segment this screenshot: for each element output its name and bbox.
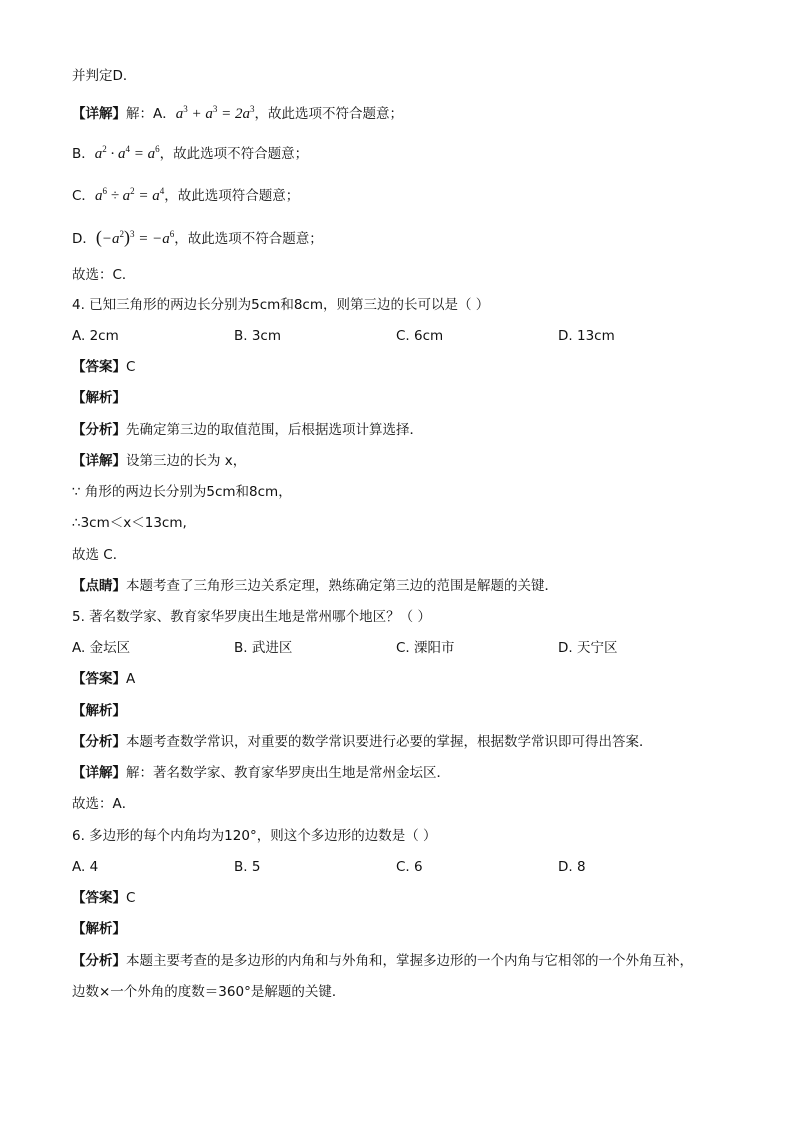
analysis-line: 【分析】本题主要考查的是多边形的内角和与外角和，掌握多边形的一个内角与它相邻的一个外角互补，: [72, 953, 693, 969]
text-line: ∴3cm＜x＜13cm,: [72, 515, 187, 531]
section-tag: 【解析】: [72, 390, 126, 406]
option-a: A. 4: [72, 859, 99, 875]
text-line: ∵ 角形的两边长分别为5cm和8cm，: [72, 484, 292, 500]
options-q6: [72, 857, 722, 877]
formula: $a^2 \cdot a^4 = a^6$: [94, 144, 160, 162]
section-tag: 【详解】: [72, 453, 126, 469]
option-c: C. 溧阳市: [396, 640, 455, 656]
section-tag: 【分析】: [72, 953, 126, 969]
analysis-heading: [72, 388, 126, 408]
option-d: D. 13cm: [558, 328, 615, 344]
answer-line: 【答案】C: [72, 890, 136, 906]
text-line: 边数×一个外角的度数＝360°是解题的关键．: [72, 984, 346, 1000]
option-b: B. 武进区: [234, 640, 293, 656]
section-tag: 【解析】: [72, 703, 126, 719]
text-line: 故选：C．: [72, 267, 136, 283]
section-tag: 【详解】: [72, 106, 126, 122]
section-tag: 【答案】: [72, 359, 126, 375]
detail-line-c: C．$a^6 \div a^2 = a^4$，故此选项符合题意；: [72, 186, 300, 204]
text-line: 并判定D．: [72, 68, 137, 84]
formula: $a^6 \div a^2 = a^4$: [94, 186, 165, 204]
section-tag: 【点睛】: [72, 578, 126, 594]
detail-line: 【详解】解：著名数学家、教育家华罗庚出生地是常州金坛区．: [72, 765, 450, 781]
formula: $(-a^2)^3 = -a^6$: [95, 227, 175, 247]
detail-line-d: D．$(-a^2)^3 = -a^6$，故此选项不符合题意；: [72, 227, 323, 247]
option-d: D. 8: [558, 859, 586, 875]
answer-line: 【答案】C: [72, 359, 136, 375]
option-c: C. 6cm: [396, 328, 444, 344]
section-tag: 【分析】: [72, 422, 126, 438]
formula: $a^3 + a^3 = 2a^3$: [175, 104, 255, 122]
options-q5: [72, 638, 722, 658]
option-b: B. 3cm: [234, 328, 282, 344]
detail-line: 【详解】设第三边的长为 x，: [72, 453, 247, 469]
detail-line-a: 【详解】解：A．$a^3 + a^3 = 2a^3$，故此选项不符合题意；: [72, 104, 403, 122]
analysis-line: 【分析】先确定第三边的取值范围，后根据选项计算选择．: [72, 422, 423, 438]
question-6: 6. 多边形的每个内角均为120°，则这个多边形的边数是（ ）: [72, 828, 437, 844]
text-line: 故选：A．: [72, 796, 136, 812]
comment-line: 【点睛】本题考查了三角形三边关系定理，熟练确定第三边的范围是解题的关键．: [72, 578, 558, 594]
text-line: 故选 C．: [72, 547, 127, 563]
options-q4: [72, 326, 722, 346]
analysis-line: 【分析】本题考查数学常识，对重要的数学常识要进行必要的掌握，根据数学常识即可得出答案．: [72, 734, 653, 750]
option-b: B. 5: [234, 859, 261, 875]
question-4: 4. 已知三角形的两边长分别为5cm和8cm，则第三边的长可以是（ ）: [72, 297, 490, 313]
option-d: D. 天宁区: [558, 640, 618, 656]
option-a: A. 金坛区: [72, 640, 131, 656]
option-c: C. 6: [396, 859, 423, 875]
analysis-heading: [72, 919, 126, 939]
section-tag: 【答案】: [72, 671, 126, 687]
answer-line: 【答案】A: [72, 671, 136, 687]
option-a: A. 2cm: [72, 328, 119, 344]
section-tag: 【答案】: [72, 890, 126, 906]
analysis-heading: [72, 701, 126, 721]
question-5: 5. 著名数学家、教育家华罗庚出生地是常州哪个地区？（ ）: [72, 609, 431, 625]
section-tag: 【解析】: [72, 921, 126, 937]
section-tag: 【详解】: [72, 765, 126, 781]
detail-line-b: B．$a^2 \cdot a^4 = a^6$，故此选项不符合题意；: [72, 144, 309, 162]
section-tag: 【分析】: [72, 734, 126, 750]
